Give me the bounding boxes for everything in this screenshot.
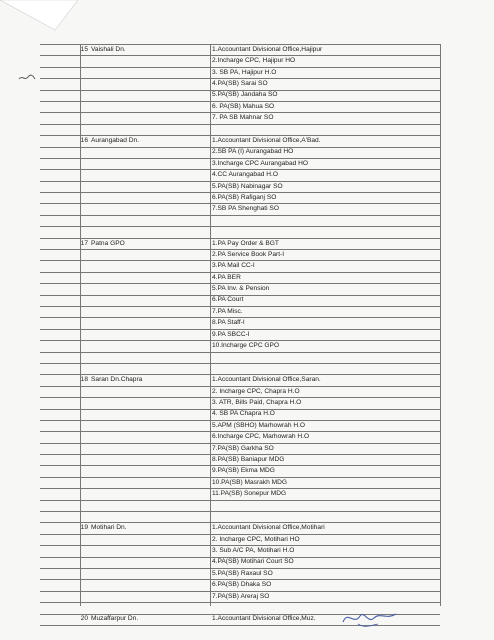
table-row (40, 397, 440, 408)
table-row (40, 112, 440, 123)
table-row (40, 374, 440, 385)
table-row (40, 260, 440, 271)
serial-number: 15 (80, 45, 88, 53)
blank-row (40, 352, 440, 363)
table-row (40, 135, 440, 146)
office-entry: 5.APM (SBHO) Marhowrah H.O (212, 421, 306, 429)
blank-row (40, 500, 440, 511)
serial-number: 18 (80, 376, 88, 384)
division-name: Patna GPO (91, 239, 125, 247)
office-entry: 4.PA(SB) Motihari Court SO (212, 558, 294, 566)
division-name: Muzaffarpur Dn. (91, 615, 139, 623)
office-entry: 4.PA(SB) Sarai SO (212, 80, 268, 88)
office-entry: 1.Accountant Divisional Office,A'Bad. (212, 137, 321, 145)
table-row (40, 340, 440, 351)
blank-row (40, 215, 440, 226)
table-row (40, 591, 440, 602)
table-row (40, 283, 440, 294)
office-entry: 8.PA(SB) Baniapur MDG (212, 455, 285, 463)
division-name: Motihari Dn. (91, 524, 127, 532)
table-row (40, 78, 440, 89)
table-row (40, 272, 440, 283)
table-row (40, 317, 440, 328)
office-entry: 3.Incharge CPC Aurangabad HO (212, 159, 309, 167)
page-corner-fold (0, 0, 90, 40)
table-row (40, 295, 440, 306)
office-entry: 3.PA Mail CC-I (212, 262, 255, 270)
office-entry: 2. Incharge CPC, Chapra H.O (212, 387, 300, 395)
table-row (40, 249, 440, 260)
table-row (40, 101, 440, 112)
blank-row (40, 124, 440, 135)
table-row (40, 192, 440, 203)
table-row (40, 534, 440, 545)
table-row (40, 386, 440, 397)
table-row (40, 181, 440, 192)
office-entry: 3. Sub A/C PA, Motihari H.O (212, 547, 295, 555)
office-entry: 1.PA Pay Order & BGT (212, 239, 279, 247)
office-entry: 2.Incharge CPC, Hajipur HO (212, 57, 296, 65)
office-entry: 11.PA(SB) Sonepur MDG (212, 490, 287, 498)
division-name: Aurangabad Dn. (91, 137, 140, 145)
office-entry: 7. PA SB Mahnar SO (212, 114, 274, 122)
office-entry: 6.Incharge CPC, Marhowrah H.O (212, 433, 310, 441)
signature (340, 604, 400, 635)
table-column-divider (210, 44, 211, 606)
table-row (40, 158, 440, 169)
table-row (40, 545, 440, 556)
table-row (40, 465, 440, 476)
serial-number: 17 (80, 239, 88, 247)
table-row (40, 409, 440, 420)
office-entry: 8.PA Staff-I (212, 319, 245, 327)
blank-row (40, 511, 440, 522)
office-entry: 6.PA(SB) Dhaka SO (212, 581, 272, 589)
table-row (40, 238, 440, 249)
table-row (40, 90, 440, 101)
margin-mark (18, 70, 36, 88)
office-entry: 4.PA BER (212, 273, 241, 281)
office-entry: 4. SB PA Chapra H.O (212, 410, 275, 418)
office-entry: 1.Accountant Divisional Office,Hajipur (212, 45, 323, 53)
serial-number: 16 (80, 137, 88, 145)
office-entry: 3. ATR, Bills Paid, Chapra H.O (212, 399, 302, 406)
table-row (40, 147, 440, 158)
office-entry: 7.SB PA Shenghati SO (212, 205, 279, 213)
division-name: Saran Dn.Chapra (91, 376, 143, 384)
table-row (40, 477, 440, 488)
table-row (40, 488, 440, 499)
table-row (40, 329, 440, 340)
office-entry: 9.PA(SB) Ekma MDG (212, 467, 275, 475)
serial-number: 19 (80, 524, 88, 532)
office-entry: 5.PA Inv. & Pension (212, 285, 270, 293)
office-entry: 4.CC Aurangabad H.O (212, 171, 278, 179)
blank-row (40, 363, 440, 374)
office-entry: 2. Incharge CPC, Motihari HO (212, 535, 300, 543)
table-row (40, 306, 440, 317)
office-entry: 10.PA(SB) Masrakh MDG (212, 478, 287, 486)
office-entry: 1.Accountant Divisional Office,Saran. (212, 376, 321, 384)
office-entry: 2.PA Service Book Part-I (212, 250, 285, 258)
table-row (40, 443, 440, 454)
table-row (40, 203, 440, 214)
office-entry: 6. PA(SB) Mahua SO (212, 102, 275, 110)
table-row (40, 579, 440, 590)
office-entry: 2.SB PA (I) Aurangabad HO (212, 148, 294, 156)
division-name: Vaishali Dn. (91, 45, 126, 53)
office-entry: 7.PA Misc. (212, 307, 243, 315)
office-list-table (40, 44, 440, 626)
table-row (40, 557, 440, 568)
table-row (40, 55, 440, 66)
office-entry: 3. SB PA, Hajipur H.O (212, 68, 277, 76)
table-row (40, 522, 440, 533)
office-entry: 5.PA(SB) Raxaul SO (212, 569, 273, 577)
table-left-border (80, 44, 81, 606)
table-row (40, 67, 440, 78)
table-row (40, 431, 440, 442)
office-entry: 5.PA(SB) Jandaha SO (212, 91, 278, 99)
table-row (40, 454, 440, 465)
office-entry: 6.PA Court (212, 296, 244, 304)
office-entry: 6.PA(SB) Rafiganj SO (212, 193, 277, 201)
table-row (40, 568, 440, 579)
office-entry: 5.PA(SB) Nabinagar SO (212, 182, 283, 190)
blank-row (40, 226, 440, 237)
serial-number: 20 (80, 615, 88, 623)
office-entry: 9.PA SBCC-I (212, 330, 250, 338)
table-row (40, 420, 440, 431)
office-entry: 10.Incharge CPC GPO (212, 342, 280, 350)
table-row (40, 44, 440, 55)
office-entry: 1.Accountant Divisional Office,Motihari (212, 524, 325, 532)
office-entry: 7.PA(SB) Areraj SO (212, 592, 270, 600)
office-entry: 7.PA(SB) Garkha SO (212, 444, 274, 452)
table-row (40, 169, 440, 180)
table-right-border (440, 44, 441, 606)
office-entry: 1.Accountant Divisional Office,Muz. (212, 615, 316, 623)
